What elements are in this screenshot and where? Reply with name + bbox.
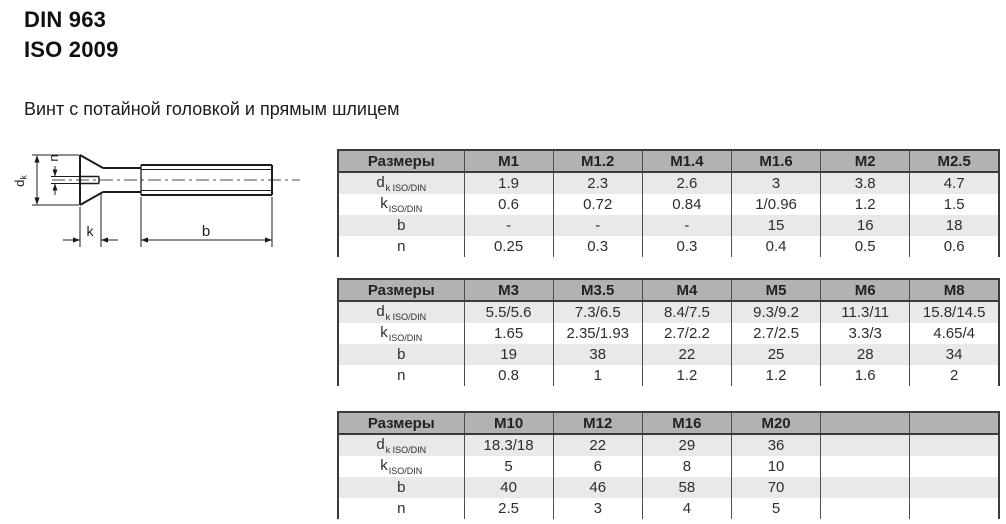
value-cell: 36: [731, 434, 820, 456]
b-dimension-label: b: [201, 223, 211, 240]
row-label-n: n: [338, 365, 464, 386]
column-header-M16: M16: [642, 412, 731, 434]
value-cell: 1.2: [731, 365, 820, 386]
table-row: [338, 172, 999, 194]
column-header-M6: M6: [821, 279, 910, 301]
value-cell: 3: [553, 498, 642, 519]
value-cell: 1.9: [464, 172, 553, 194]
column-header-M4: M4: [642, 279, 731, 301]
value-cell: 4: [642, 498, 731, 519]
value-cell: 15.8/14.5: [910, 301, 999, 323]
value-cell: 22: [642, 344, 731, 365]
standards-title-block: [24, 5, 119, 65]
row-label-b: b: [338, 215, 464, 236]
column-header-M3: M3: [464, 279, 553, 301]
value-cell: 5: [464, 456, 553, 477]
value-cell: 0.6: [910, 236, 999, 257]
value-cell: 11.3/11: [821, 301, 910, 323]
column-header-empty: [910, 412, 999, 434]
table-corner-header: Размеры: [338, 279, 464, 301]
value-cell: 1/0.96: [731, 194, 820, 215]
value-cell: 18.3/18: [464, 434, 553, 456]
row-label-d: $d_{k ISO/DIN}$: [338, 301, 464, 323]
value-cell: 0.3: [642, 236, 731, 257]
value-cell: 1.2: [821, 194, 910, 215]
value-cell: 5: [731, 498, 820, 519]
row-label-k: $k_{ISO/DIN}$: [338, 194, 464, 215]
value-cell: 2.5: [464, 498, 553, 519]
value-cell: 19: [464, 344, 553, 365]
value-cell: 34: [910, 344, 999, 365]
table-row: [338, 434, 999, 456]
value-cell: 1.65: [464, 323, 553, 344]
dimensions-table-m3-m8: [337, 278, 1000, 386]
column-header-M10: M10: [464, 412, 553, 434]
value-cell: 9.3/9.2: [731, 301, 820, 323]
value-cell: 0.3: [553, 236, 642, 257]
value-cell: 1.2: [642, 365, 731, 386]
value-cell: 1: [553, 365, 642, 386]
value-cell: 29: [642, 434, 731, 456]
standard-iso-title: ISO 2009: [24, 37, 119, 62]
value-cell: 40: [464, 477, 553, 498]
value-cell: 6: [553, 456, 642, 477]
screw-technical-drawing: [10, 140, 332, 262]
value-cell: 8.4/7.5: [642, 301, 731, 323]
value-cell: 8: [642, 456, 731, 477]
row-label-k: $k_{ISO/DIN}$: [338, 323, 464, 344]
dimensions-table-m1-m2.5: [337, 149, 1000, 257]
table-row: [338, 456, 999, 477]
value-cell: [821, 434, 910, 456]
row-label-b: b: [338, 344, 464, 365]
table-row: [338, 194, 999, 215]
value-cell: [821, 456, 910, 477]
value-cell: 0.8: [464, 365, 553, 386]
table-row: [338, 215, 999, 236]
value-cell: -: [553, 215, 642, 236]
value-cell: 28: [821, 344, 910, 365]
value-cell: 22: [553, 434, 642, 456]
row-label-n: n: [338, 236, 464, 257]
value-cell: [910, 498, 999, 519]
table-row: [338, 236, 999, 257]
value-cell: [910, 434, 999, 456]
value-cell: [910, 477, 999, 498]
column-header-M1: M1: [464, 150, 553, 172]
value-cell: 4.65/4: [910, 323, 999, 344]
column-header-M1.2: M1.2: [553, 150, 642, 172]
dimension-table: [337, 411, 1000, 519]
value-cell: 2.7/2.2: [642, 323, 731, 344]
dimension-table: [337, 149, 1000, 257]
value-cell: 15: [731, 215, 820, 236]
value-cell: 18: [910, 215, 999, 236]
dk-dimension-label: dk: [12, 175, 29, 187]
table-row: [338, 301, 999, 323]
value-cell: 25: [731, 344, 820, 365]
table-row: [338, 365, 999, 386]
column-header-M12: M12: [553, 412, 642, 434]
value-cell: 10: [731, 456, 820, 477]
value-cell: 2.35/1.93: [553, 323, 642, 344]
table-corner-header: Размеры: [338, 412, 464, 434]
value-cell: 1.6: [821, 365, 910, 386]
row-label-d: $d_{k ISO/DIN}$: [338, 172, 464, 194]
column-header-empty: [821, 412, 910, 434]
value-cell: 0.72: [553, 194, 642, 215]
column-header-M5: M5: [731, 279, 820, 301]
value-cell: 0.25: [464, 236, 553, 257]
value-cell: 0.4: [731, 236, 820, 257]
table-row: [338, 344, 999, 365]
table-row: [338, 323, 999, 344]
value-cell: [821, 498, 910, 519]
product-description: Винт с потайной головкой и прямым шлицем: [24, 99, 400, 119]
row-label-d: $d_{k ISO/DIN}$: [338, 434, 464, 456]
value-cell: 0.5: [821, 236, 910, 257]
value-cell: 70: [731, 477, 820, 498]
value-cell: 0.6: [464, 194, 553, 215]
value-cell: 3.3/3: [821, 323, 910, 344]
value-cell: 58: [642, 477, 731, 498]
dimension-table: [337, 278, 1000, 386]
value-cell: 46: [553, 477, 642, 498]
value-cell: 38: [553, 344, 642, 365]
row-label-b: b: [338, 477, 464, 498]
value-cell: 2.6: [642, 172, 731, 194]
value-cell: [821, 477, 910, 498]
column-header-M2: M2: [821, 150, 910, 172]
column-header-M1.6: M1.6: [731, 150, 820, 172]
value-cell: 1.5: [910, 194, 999, 215]
value-cell: 2.7/2.5: [731, 323, 820, 344]
value-cell: 4.7: [910, 172, 999, 194]
value-cell: [910, 456, 999, 477]
value-cell: 2: [910, 365, 999, 386]
value-cell: 7.3/6.5: [553, 301, 642, 323]
k-dimension-label: k: [86, 223, 94, 239]
row-label-n: n: [338, 498, 464, 519]
dimensions-table-m10-m20: [337, 411, 1000, 519]
table-row: [338, 477, 999, 498]
value-cell: 16: [821, 215, 910, 236]
standard-din-title: DIN 963: [24, 7, 107, 32]
value-cell: 5.5/5.6: [464, 301, 553, 323]
table-row: [338, 498, 999, 519]
column-header-M8: M8: [910, 279, 999, 301]
value-cell: 2.3: [553, 172, 642, 194]
value-cell: -: [464, 215, 553, 236]
column-header-M1.4: M1.4: [642, 150, 731, 172]
table-corner-header: Размеры: [338, 150, 464, 172]
column-header-M20: M20: [731, 412, 820, 434]
value-cell: 3: [731, 172, 820, 194]
k-dimension: [63, 194, 118, 247]
value-cell: 3.8: [821, 172, 910, 194]
column-header-M2.5: M2.5: [910, 150, 999, 172]
column-header-M3.5: M3.5: [553, 279, 642, 301]
value-cell: -: [642, 215, 731, 236]
row-label-k: $k_{ISO/DIN}$: [338, 456, 464, 477]
n-dimension-label: n: [46, 154, 61, 162]
value-cell: 0.84: [642, 194, 731, 215]
